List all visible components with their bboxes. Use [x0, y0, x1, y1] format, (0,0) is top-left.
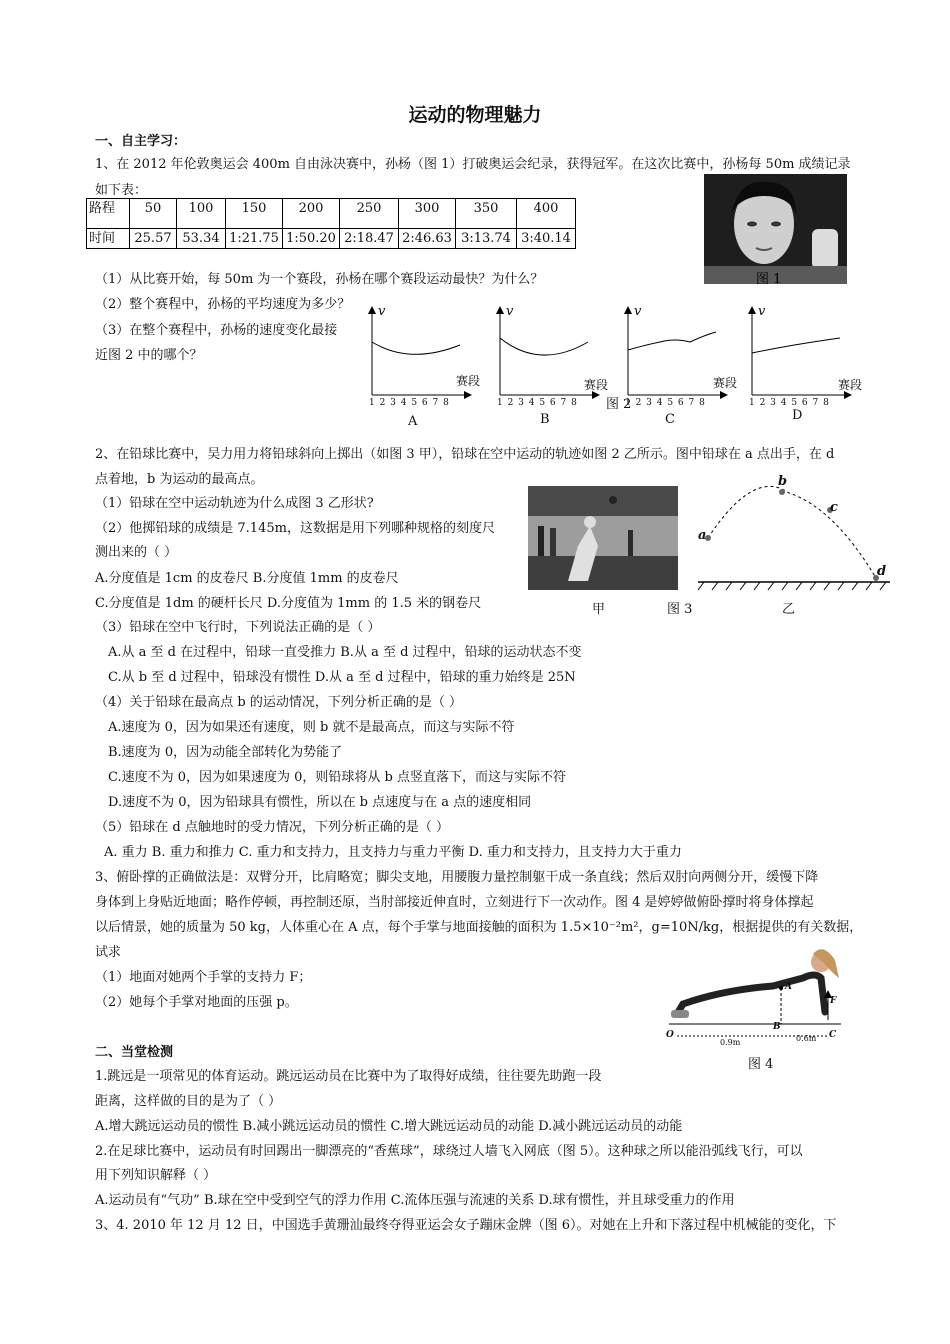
- section-heading-2: 二、当堂检测: [95, 1045, 174, 1060]
- graph-c-v-label: v: [634, 304, 642, 319]
- table-cell: 50: [130, 199, 177, 229]
- q2-sub-2b: 测出来的（ ）: [95, 545, 178, 560]
- point-d-label: d: [877, 564, 887, 579]
- t3-line-1: 3、4. 2010 年 12 月 12 日，中国选手黄珊汕最终夺得亚运会女子蹦床金牌（图 6）。对她在上升和下落过程中机械能的变化，下: [95, 1218, 837, 1233]
- point-o-label: O: [666, 1030, 674, 1040]
- q2-sub-5: （5）铅球在 d 点触地时的受力情况，下列分析正确的是（ ）: [95, 820, 449, 835]
- q2-sub-3: （3）铅球在空中飞行时，下列说法正确的是（ ）: [95, 620, 381, 635]
- push-up-diagram: [663, 942, 845, 1048]
- table-cell: 1:21.75: [226, 229, 283, 249]
- q1-sub-3b: 近图 2 中的哪个？: [95, 348, 203, 363]
- graph-c-axis-label: 赛段: [713, 376, 738, 390]
- t2-line-1: 2.在足球比赛中，运动员有时回踢出一脚漂亮的“香蕉球”，球绕过人墙飞入网底（图 5）。这种球之所以能沿弧线飞行，可以: [95, 1144, 803, 1159]
- q2-sub-4: （4）关于铅球在最高点 b 的运动情况，下列分析正确的是（ ）: [95, 695, 462, 710]
- graph-b: [500, 310, 596, 395]
- graph-b-letter: B: [540, 412, 550, 427]
- graph-b-ticks: 1 2 3 4 5 6 7 8: [497, 398, 578, 408]
- force-f-label: F: [830, 996, 837, 1006]
- point-b-label: b: [778, 474, 788, 489]
- table-cell: 350: [456, 199, 517, 229]
- q1-line-2: 如下表：: [95, 183, 148, 198]
- q3-line-4: 试求: [95, 945, 122, 960]
- graph-a-letter: A: [408, 414, 418, 429]
- table-cell: 250: [340, 199, 399, 229]
- table-cell: 200: [283, 199, 340, 229]
- split-times-table: [86, 198, 576, 249]
- q2-sub-1: （1）铅球在空中运动轨迹为什么成图 3 乙形状?: [95, 496, 374, 511]
- graph-d-v-label: v: [758, 304, 766, 319]
- figure-3-jia-caption: 甲: [592, 602, 606, 617]
- q2-line-1: 2、在铅球比赛中，吴力用力将铅球斜向上掷出（如图 3 甲），铅球在空中运动的轨迹如图 2 乙所示。图中铅球在 a 点出手，在 d: [95, 447, 835, 462]
- figure-1-caption: 图 1: [756, 272, 782, 287]
- table-cell: 53.34: [177, 229, 226, 249]
- q3-line-1: 3、俯卧撑的正确做法是：双臂分开，比肩略宽；脚尖支地，用腰腹力量控制躯干成一条直线；然后双肘向两侧分开，缓慢下降: [95, 870, 819, 885]
- point-a-label: a: [698, 528, 707, 543]
- table-cell: 100: [177, 199, 226, 229]
- q2-sub-4-opt-d: D.速度不为 0，因为铅球具有惯性，所以在 b 点速度与在 a 点的速度相同: [108, 795, 532, 810]
- q2-sub-2d: C.分度值是 1dm 的硬杆长尺 D.分度值为 1mm 的 1.5 米的钢卷尺: [95, 596, 482, 611]
- distance-ob-label: 0.9m: [720, 1038, 741, 1047]
- table-cell: 3:13.74: [456, 229, 517, 249]
- t2-line-2: 用下列知识解释（ ）: [95, 1168, 217, 1183]
- t1-line-1: 1.跳远是一项常见的体育运动。跳远运动员在比赛中为了取得好成绩，往往要先助跑一段: [95, 1069, 602, 1084]
- graph-d: [752, 310, 848, 395]
- t2-options: A.运动员有“气功” B.球在空中受到空气的浮力作用 C.流体压强与流速的关系 D.球有惯性，并且球受重力的作用: [95, 1193, 735, 1208]
- point-b-label-fig4: B: [773, 1022, 781, 1032]
- shot-put-photo: [528, 486, 678, 590]
- table-cell: 150: [226, 199, 283, 229]
- q2-sub-4-opt-a: A.速度为 0，因为如果还有速度，则 b 就不是最高点，而这与实际不符: [108, 720, 515, 735]
- graph-a-v-label: v: [378, 304, 386, 319]
- figure-3-yi-caption: 乙: [782, 602, 796, 617]
- q1-sub-3a: （3）在整个赛程中，孙杨的速度变化最接: [95, 323, 338, 338]
- q3-sub-2: （2）她每个手掌对地面的压强 p。: [95, 995, 298, 1010]
- q3-line-2: 身体到上身贴近地面；略作停顿，再控制还原，当肘部接近伸直时，立刻进行下一次动作。图 4 是婷婷做俯卧撑时将身体撑起: [95, 895, 814, 910]
- table-cell: 25.57: [130, 229, 177, 249]
- q2-sub-5-opts: A. 重力 B. 重力和推力 C. 重力和支持力，且支持力与重力平衡 D. 重力和支持力，且支持力大于重力: [104, 845, 682, 860]
- swimmer-photo: [704, 174, 847, 287]
- q2-sub-2a: （2）他掷铅球的成绩是 7.145m，这数据是用下列哪种规格的刻度尺: [95, 521, 495, 536]
- q2-sub-2c: A.分度值是 1cm 的皮卷尺 B.分度值 1mm 的皮卷尺: [95, 571, 399, 586]
- table-row: [87, 199, 576, 229]
- section-heading-1: 一、自主学习：: [95, 134, 187, 149]
- graph-d-letter: D: [792, 408, 803, 423]
- point-c-label-fig4: C: [829, 1030, 837, 1040]
- graph-a-ticks: 1 2 3 4 5 6 7 8: [369, 398, 450, 408]
- graph-a-axis-label: 赛段: [456, 374, 481, 388]
- q2-line-2: 点着地，b 为运动的最高点。: [95, 472, 264, 487]
- table-cell: 路程: [87, 199, 130, 229]
- graph-c-letter: C: [665, 412, 675, 427]
- q1-line-1: 1、在 2012 年伦敦奥运会 400m 自由泳决赛中，孙杨（图 1）打破奥运会纪录，获得冠军。在这次比赛中，孙杨每 50m 成绩记录: [95, 157, 851, 172]
- q2-sub-4-opt-c: C.速度不为 0，因为如果速度为 0，则铅球将从 b 点竖直落下，而这与实际不符: [108, 770, 567, 785]
- figure-3-caption: 图 3: [667, 602, 693, 617]
- graph-d-ticks: 1 2 3 4 5 6 7 8: [749, 398, 830, 408]
- distance-bc-label: 0.6m: [796, 1034, 817, 1043]
- table-cell: 2:18.47: [340, 229, 399, 249]
- table-cell: 时间: [87, 229, 130, 249]
- t1-line-2: 距离，这样做的目的是为了（ ）: [95, 1094, 282, 1109]
- point-a-label-fig4: A: [785, 982, 792, 992]
- graph-b-v-label: v: [506, 304, 514, 319]
- graph-a: [372, 310, 468, 395]
- graph-c: [628, 310, 724, 395]
- table-row: [87, 229, 576, 249]
- point-c-label: c: [830, 500, 838, 515]
- t1-options: A.增大跳远运动员的惯性 B.减小跳远运动员的惯性 C.增大跳远运动员的动能 D.减小跳远运动员的动能: [95, 1119, 683, 1134]
- table-cell: 3:40.14: [517, 229, 576, 249]
- graph-c-ticks: 1 2 3 4 5 6 7 8: [625, 398, 706, 408]
- q1-sub-2: （2）整个赛程中，孙杨的平均速度为多少？: [95, 297, 351, 312]
- q2-sub-4-opt-b: B.速度为 0，因为动能全部转化为势能了: [108, 745, 343, 760]
- trajectory-diagram: [694, 478, 894, 598]
- graph-d-axis-label: 赛段: [838, 378, 863, 392]
- graph-b-axis-label: 赛段: [584, 378, 609, 392]
- figure-4-caption: 图 4: [748, 1057, 774, 1072]
- table-cell: 300: [399, 199, 456, 229]
- page-title: 运动的物理魅力: [408, 104, 542, 126]
- q3-line-3: 以后情景，她的质量为 50 kg，人体重心在 A 点，每个手掌与地面接触的面积为 1.5×10⁻²m²，g=10N/kg，根据提供的有关数据，: [95, 920, 863, 935]
- table-cell: 2:46.63: [399, 229, 456, 249]
- table-cell: 400: [517, 199, 576, 229]
- figure-2-caption: 图 2: [606, 397, 632, 412]
- q2-sub-3-opt-cd: C.从 b 至 d 过程中，铅球没有惯性 D.从 a 至 d 过程中，铅球的重力始终是 25N: [108, 670, 576, 685]
- table-cell: 1:50.20: [283, 229, 340, 249]
- q3-sub-1: （1）地面对她两个手掌的支持力 F；: [95, 970, 312, 985]
- q1-sub-1: （1）从比赛开始，每 50m 为一个赛段，孙杨在哪个赛段运动最快？为什么？: [95, 272, 544, 287]
- q2-sub-3-opt-ab: A.从 a 至 d 在过程中，铅球一直受推力 B.从 a 至 d 过程中，铅球的运动状态不变: [108, 645, 582, 660]
